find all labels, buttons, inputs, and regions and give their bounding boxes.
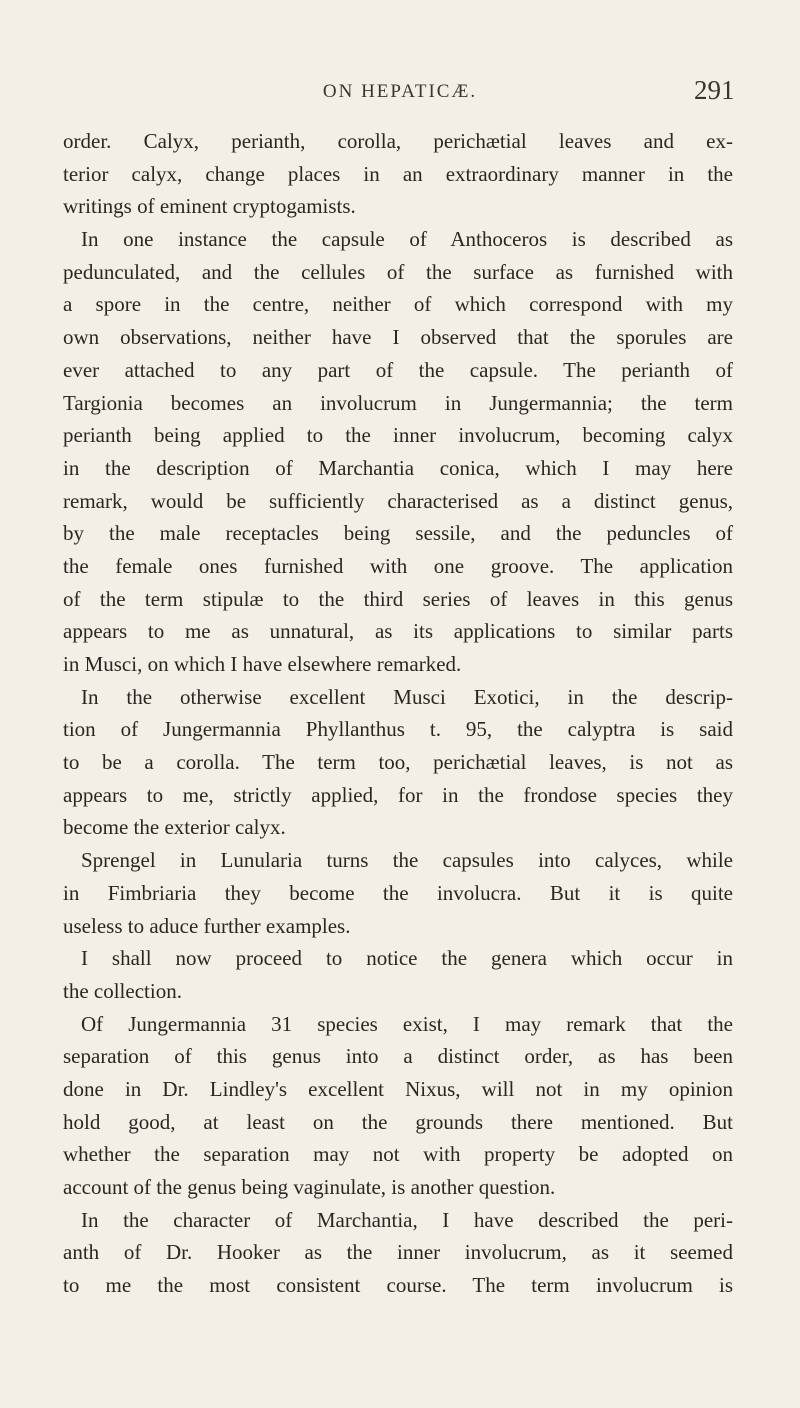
text-line: terior calyx, change places in an extraordinary manner in the (63, 161, 733, 186)
body-text (63, 125, 733, 1302)
text-line: separation of this genus into a distinct order, as has been (63, 1044, 733, 1069)
text-line: Sprengel in Lunularia turns the capsules into calyces, while (81, 848, 733, 873)
text-line: hold good, at least on the grounds there mentioned. But (63, 1109, 733, 1134)
text-line: own observations, neither have I observed that the sporules are (63, 325, 733, 350)
text-line: ever attached to any part of the capsule. The perianth of (63, 357, 733, 382)
text-line: done in Dr. Lindley's excellent Nixus, will not in my opinion (63, 1076, 733, 1101)
text-line: appears to me as unnatural, as its applications to similar parts (63, 619, 733, 644)
text-line: to be a corolla. The term too, perichætial leaves, is not as (63, 750, 733, 775)
page-number: 291 (694, 75, 735, 105)
text-line: in the description of Marchantia conica, which I may here (63, 455, 733, 480)
text-line: in Fimbriaria they become the involucra. But it is quite (63, 880, 733, 905)
text-line: the collection. (63, 978, 182, 1003)
text-line: perianth being applied to the inner involucrum, becoming calyx (63, 423, 733, 448)
text-line: by the male receptacles being sessile, and the peduncles of (63, 521, 733, 546)
running-head: ON HEPATICÆ. (322, 81, 478, 102)
text-line: In the otherwise excellent Musci Exotici, in the descrip- (81, 684, 733, 709)
text-line: writings of eminent cryptogamists. (63, 194, 356, 219)
text-line: In one instance the capsule of Anthoceros is described as (81, 227, 733, 252)
text-line: useless to aduce further examples. (63, 913, 351, 938)
text-line: In the character of Marchantia, I have described the peri- (81, 1207, 733, 1232)
text-line: in Musci, on which I have elsewhere remarked. (63, 652, 462, 676)
text-line: pedunculated, and the cellules of the surface as furnished with (63, 259, 733, 284)
text-line: Targionia becomes an involucrum in Jungermannia; the term (63, 390, 733, 415)
text-line: appears to me, strictly applied, for in the frondose species they (63, 782, 733, 807)
text-line: Of Jungermannia 31 species exist, I may remark that the (81, 1011, 733, 1036)
text-line: the female ones furnished with one groove. The application (63, 553, 733, 578)
text-line: remark, would be sufficiently characterised as a distinct genus, (63, 488, 733, 513)
text-line: order. Calyx, perianth, corolla, perichætial leaves and ex- (63, 129, 733, 153)
text-line: account of the genus being vaginulate, is another question. (63, 1175, 556, 1199)
text-line: whether the separation may not with property be adopted on (63, 1142, 733, 1167)
text-line: tion of Jungermannia Phyllanthus t. 95, the calyptra is said (63, 717, 733, 742)
text-line: anth of Dr. Hooker as the inner involucrum, as it seemed (63, 1240, 733, 1265)
text-line: to me the most consistent course. The term involucrum is (63, 1273, 733, 1298)
text-line: of the term stipulæ to the third series of leaves in this genus (63, 586, 733, 611)
text-line: I shall now proceed to notice the genera which occur in (81, 946, 733, 971)
text-line: a spore in the centre, neither of which correspond with my (63, 292, 733, 317)
text-line: become the exterior calyx. (63, 815, 286, 840)
